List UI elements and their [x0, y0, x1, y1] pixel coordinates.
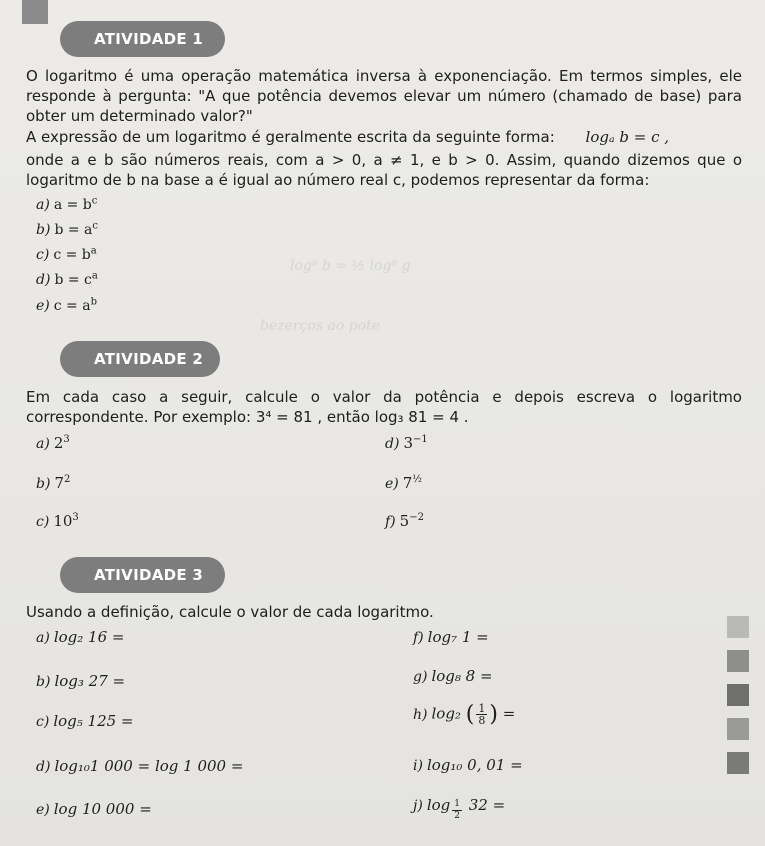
fraction-one-eighth: $\frac{1}{8}$	[478, 702, 486, 727]
activity-1-definition: onde a e b são números reais, com a > 0, a ≠ 1, e b > 0. Assim, quando dizemos que o logaritmo de b na base a é igual ao número real c, podemos representar da forma:	[26, 151, 742, 189]
activity-3-item-e: e) log 10 000 =	[36, 800, 152, 818]
activity-3-item-g: g) log₈ 8 =	[413, 667, 493, 685]
margin-marks	[727, 616, 751, 786]
activity-2-item-c: c) $10^3$	[36, 512, 79, 530]
subscript-one-half: $\frac{1}{2}$	[454, 799, 460, 821]
activity-2-item-d: d) $3^{-1}$	[385, 434, 428, 452]
option-a[interactable]: a) $a = b^c$	[36, 195, 98, 213]
activity-3-banner	[60, 557, 225, 593]
bleed-through: log⁸ b = ½ log⁸ g	[290, 258, 411, 274]
activity-3-item-a: a) log₂ 16 =	[36, 628, 125, 646]
option-c[interactable]: c) $c = b^a$	[36, 245, 97, 263]
activity-2-item-b: b) $7^2$	[36, 474, 71, 492]
activity-1-formula-line	[26, 128, 669, 146]
activity-3-item-h: h) log₂ ( $\frac{1}{8}$ ) =	[413, 702, 516, 727]
activity-3-title: ATIVIDADE 3	[94, 566, 204, 584]
activity-3-instructions: Usando a definição, calcule o valor de cada logaritmo.	[26, 603, 434, 621]
option-d[interactable]: d) $b = c^a$	[36, 270, 98, 288]
log-formula: logₐ b = c ,	[585, 128, 670, 146]
activity-3-item-b: b) log₃ 27 =	[36, 672, 126, 690]
activity-3-item-d: d) log₁₀1 000 = log 1 000 =	[36, 757, 244, 775]
activity-2-banner	[60, 341, 220, 377]
activity-3-item-i: i) log₁₀ 0, 01 =	[413, 756, 523, 774]
bleed-through: bezerços ao pote	[260, 318, 381, 334]
option-e[interactable]: e) $c = a^b$	[36, 296, 97, 314]
activity-3-item-c: c) log₅ 125 =	[36, 712, 134, 730]
formula-lead-text: A expressão de um logaritmo é geralmente escrita da seguinte forma:	[26, 128, 555, 146]
corner-mark	[22, 0, 48, 24]
activity-3-item-f: f) log₇ 1 =	[413, 628, 489, 646]
activity-3-item-j: j) log $\frac{1}{2}$ 32 =	[413, 796, 506, 821]
activity-1-title: ATIVIDADE 1	[94, 30, 204, 48]
activity-2-instructions: Em cada caso a seguir, calcule o valor da potência e depois escreva o logaritmo correspondente. Por exemplo: 3⁴ = 81 , então log₃ 81 = 4 .	[26, 388, 742, 426]
activity-2-item-a: a) $2^3$	[36, 434, 70, 452]
option-b[interactable]: b) $b = a^c$	[36, 220, 98, 238]
activity-2-item-f: f) $5^{-2}$	[385, 512, 424, 530]
activity-1-banner	[60, 21, 225, 57]
activity-2-title: ATIVIDADE 2	[94, 350, 204, 368]
activity-2-item-e: e) $7^{\frac{1}{2}}$	[385, 474, 422, 492]
activity-1-intro: O logaritmo é uma operação matemática inversa à exponenciação. Em termos simples, ele responde à pergunta: "A que potência devemos elevar um número (chamado de base) para obter um determinado valor?"	[26, 67, 742, 125]
